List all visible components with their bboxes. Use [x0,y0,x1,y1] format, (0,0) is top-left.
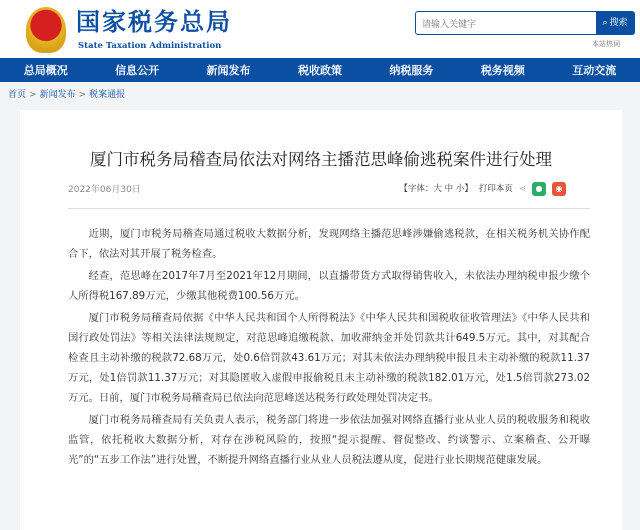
nav-item-info[interactable]: 信息公开 [115,63,160,77]
nav-item-overview[interactable]: 总局概况 [23,63,68,77]
article-date: 2022年06月30日 [68,185,141,195]
article-paragraph: 近期，厦门市税务局稽查局通过税收大数据分析，发现网络主播范思峰涉嫌偷逃税款，在相关税务机关协作配合下，依法对其开展了税务检查。 [68,228,590,260]
article-card [20,110,622,530]
article-paragraph: 厦门市税务局稽查局依据《中华人民共和国个人所得税法》《中华人民共和国税收征收管理法》《中华人民共和国行政处罚法》等相关法律法规规定，对范思峰追缴税款、加收滞纳金并处罚款共计649.5万元。其中，对其配合检查且主动补缴的税款72.68万元，处0.6倍罚款43.61万元；对其未依法办理纳税申报且未主动补缴的税款11.37万元，处1倍罚款11.37万元；对其隐匿收入虚假申报偷税且未主动补缴的税款182.01万元，处1.5倍罚款273.02万元。日前，厦门市税务局稽查局已依法向范思峰送达税务行政处理处罚决定书。 [68,312,590,404]
search-input[interactable] [416,13,591,35]
divider [68,208,590,209]
font-medium-button[interactable]: 中 [444,184,454,194]
breadcrumb-news[interactable]: 新闻发布 [39,90,76,100]
article-body [68,224,590,472]
font-large-button[interactable]: 大 [433,184,442,194]
search-button[interactable] [596,12,634,34]
nav-item-news[interactable]: 新闻发布 [206,63,251,77]
main-nav [0,58,640,82]
article-title: 厦门市税务局稽查局依法对网络主播范思峰偷逃税案件进行处理 [90,150,552,169]
wechat-icon[interactable]: ● [532,182,546,196]
weibo-icon[interactable]: ◉ [552,182,566,196]
site-header [0,0,640,58]
national-emblem-logo [26,7,66,53]
article-paragraph: 厦门市税务局稽查局有关负责人表示，税务部门将进一步依法加强对网络直播行业从业人员的税收服务和税收监管，依托税收大数据分析，对存在涉税风险的，按照“提示提醒、督促整改、约谈警示、立案稽查、公开曝光”的“五步工作法”进行处置，不断提升网络直播行业从业人员税法遵从度，促进行业长期规范健康发展。 [68,414,590,466]
nav-item-service[interactable]: 纳税服务 [389,63,434,77]
search-button-label: 搜索 [609,18,628,28]
breadcrumb-tax-cases[interactable]: 税案通报 [89,90,126,100]
search-icon: ⌕ [602,18,608,28]
breadcrumb-home[interactable]: 首页 [8,90,27,100]
breadcrumb-separator: > [29,90,37,100]
site-logo-subtitle: State Taxation Administration [78,41,222,51]
site-logo-title[interactable]: 国家税务总局 [76,8,232,36]
print-button[interactable]: 打印本页 [478,184,513,194]
search-box [415,11,635,35]
font-size-bracket: 】 [464,184,473,194]
article-paragraph: 经查，范思峰在2017年7月至2021年12月期间，以直播带货方式取得销售收入，未依法办理纳税申报少缴个人所得税167.89万元，少缴其他税费100.56万元。 [68,270,590,302]
hot-words-label[interactable]: 本站热词 [592,40,620,48]
article-tools [399,182,566,196]
breadcrumb-separator: > [78,90,87,100]
nav-item-policy[interactable]: 税收政策 [297,63,342,77]
nav-item-video[interactable]: 税务视频 [480,63,525,77]
font-small-button[interactable]: 小 [455,184,465,194]
font-size-label: 【字体： [399,184,434,194]
breadcrumb [0,84,640,106]
share-icon[interactable]: ⋖ [518,184,526,194]
nav-item-interaction[interactable]: 互动交流 [572,63,617,77]
